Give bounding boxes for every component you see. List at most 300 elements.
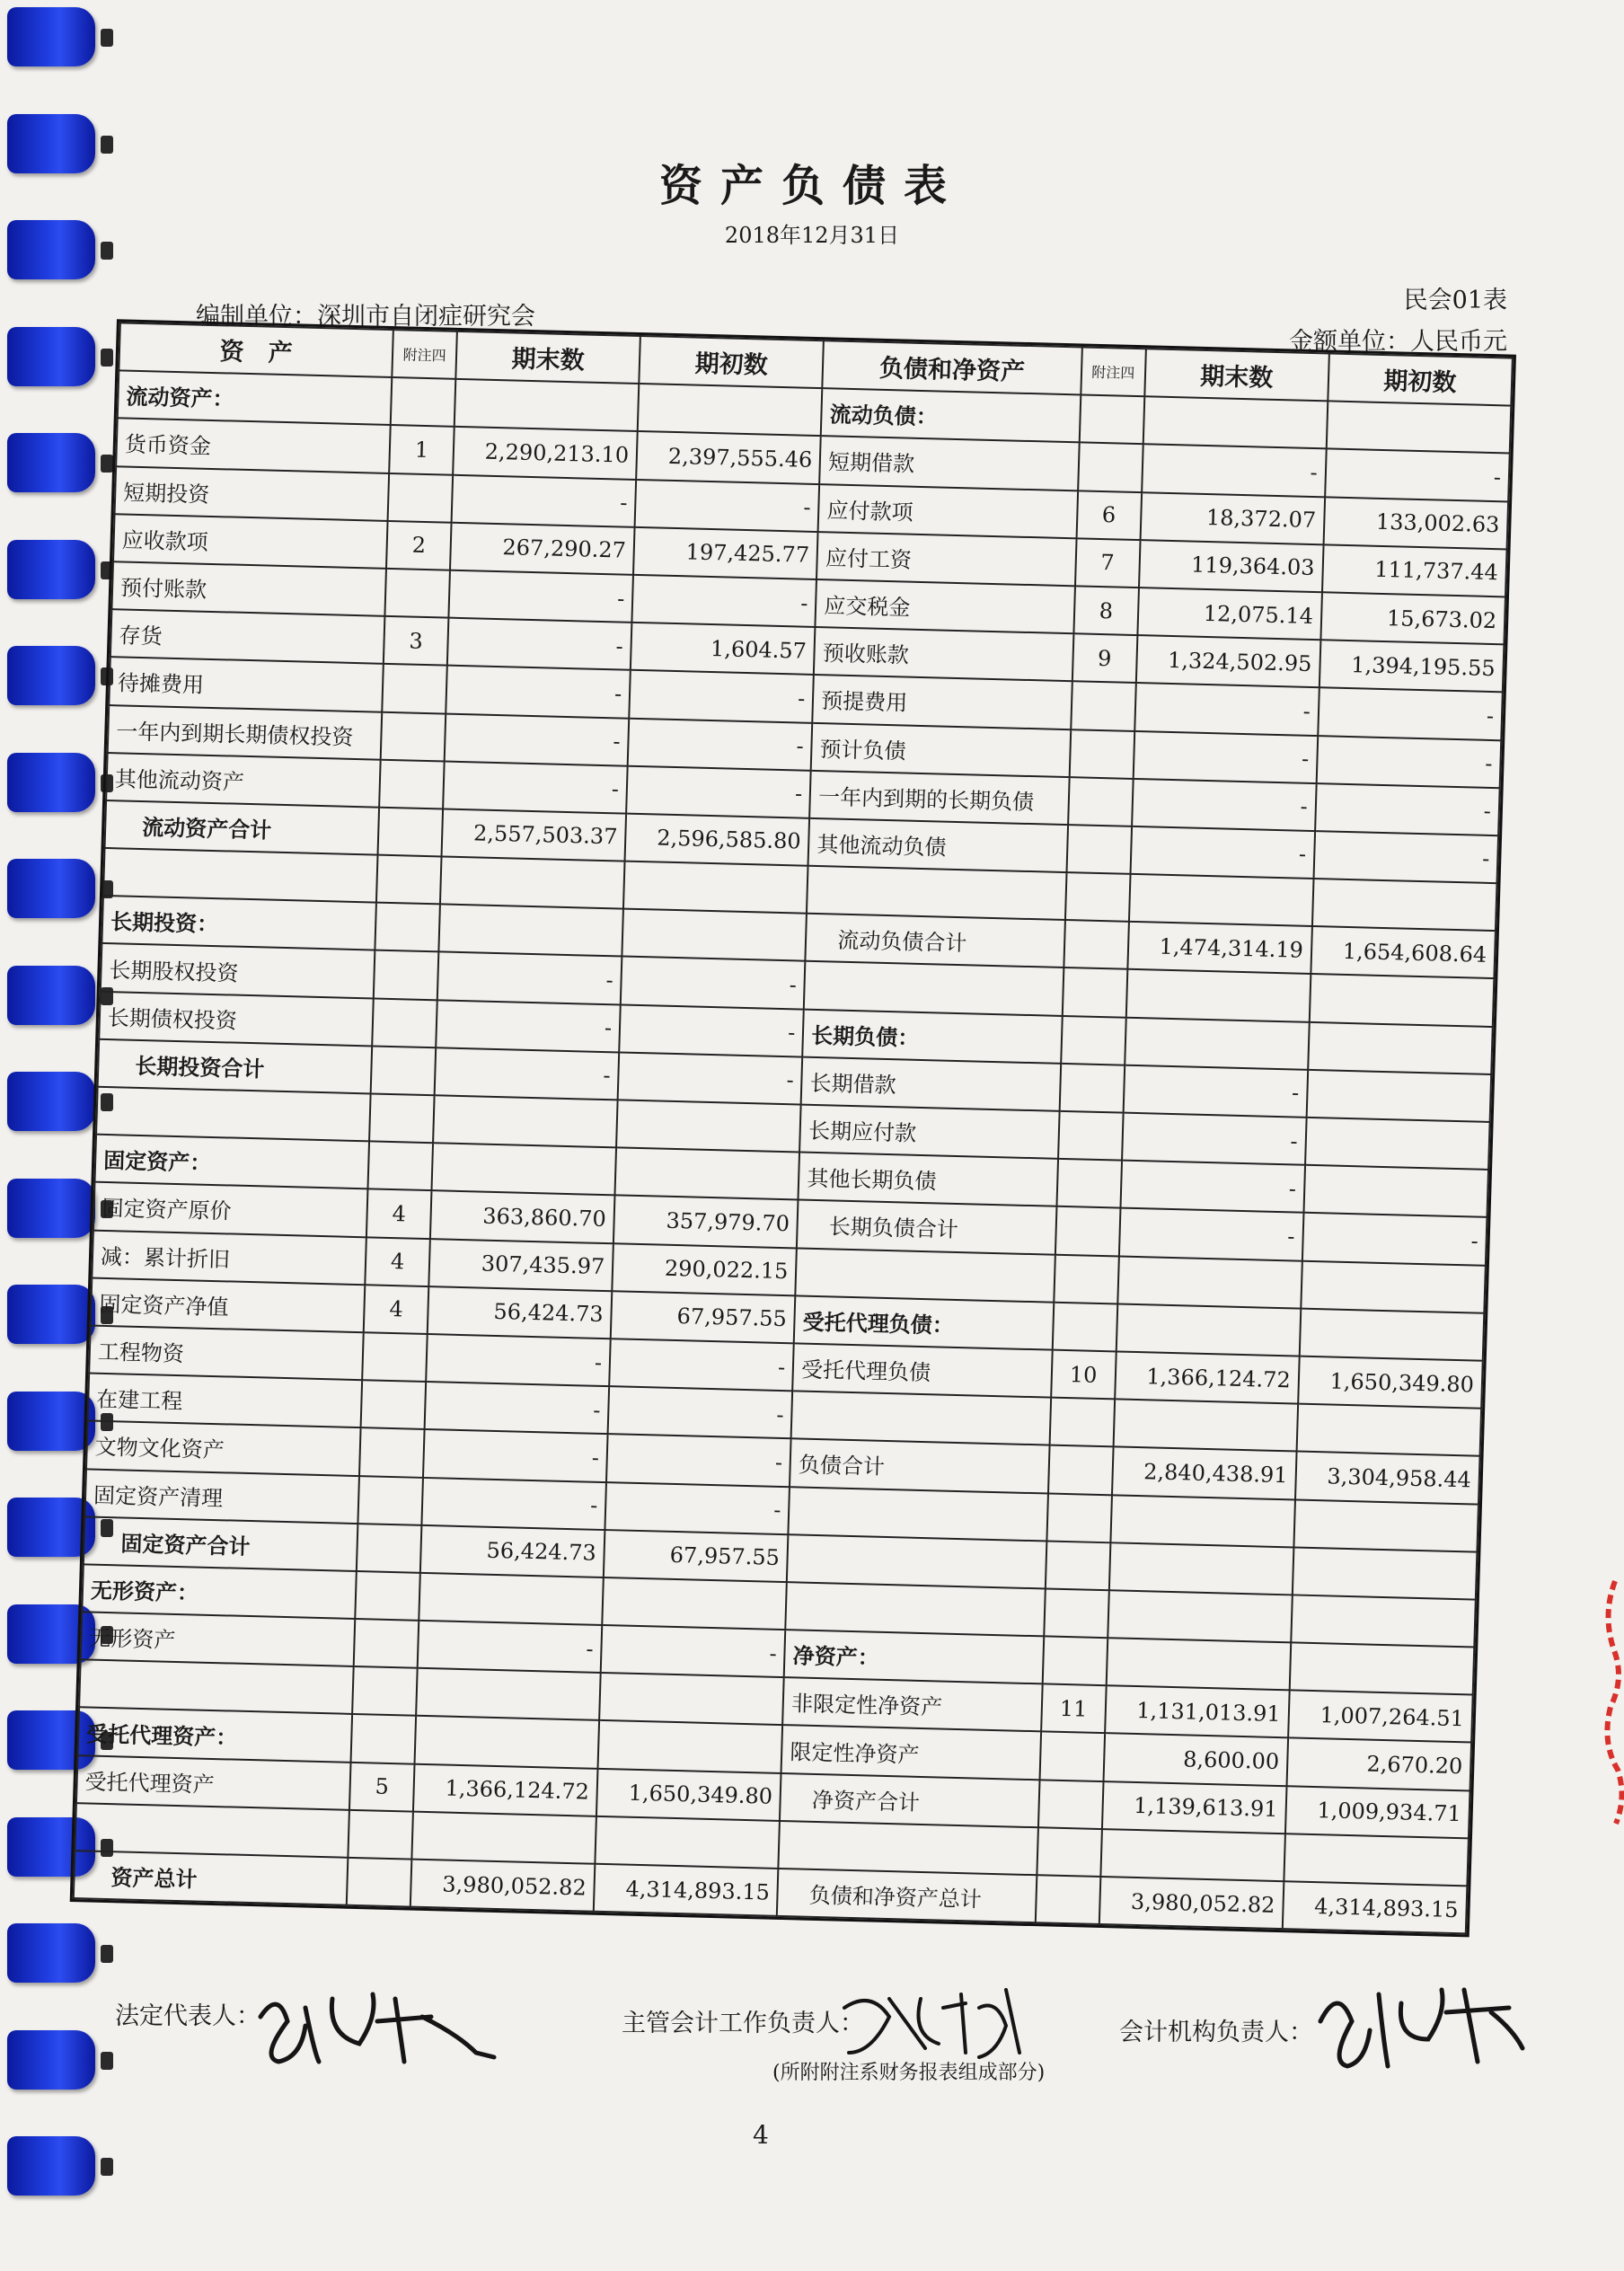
- liab-end: -: [1133, 730, 1318, 782]
- binding-coil: [7, 1072, 95, 1131]
- liab-label: [779, 1821, 1038, 1875]
- asset-note: [369, 1093, 434, 1143]
- asset-note: [354, 1619, 419, 1668]
- liab-note: [1054, 1254, 1118, 1303]
- liab-note: 6: [1076, 490, 1141, 540]
- liab-begin: 3,304,958.44: [1295, 1452, 1480, 1504]
- liab-label: 非限定性净资产: [782, 1677, 1042, 1731]
- binding-coil: [7, 433, 95, 492]
- liab-end: -: [1120, 1161, 1305, 1213]
- asset-begin: -: [629, 670, 814, 722]
- asset-label: [103, 848, 378, 903]
- liab-note: [1042, 1636, 1107, 1685]
- spiral-binding: [0, 0, 99, 2271]
- col-begin: 期初数: [639, 336, 824, 388]
- binding-coil: [7, 1285, 95, 1344]
- asset-begin: [598, 1720, 783, 1772]
- asset-note: [368, 1142, 433, 1191]
- asset-label: 减：累计折旧: [92, 1230, 366, 1285]
- liab-label: 长期借款: [801, 1056, 1061, 1110]
- liab-begin: [1289, 1642, 1474, 1694]
- asset-end: [431, 1143, 616, 1195]
- liab-note: [1056, 1159, 1121, 1208]
- asset-begin: -: [618, 1052, 803, 1104]
- asset-end: -: [437, 952, 622, 1004]
- asset-begin: -: [601, 1625, 786, 1677]
- asset-begin: [615, 1148, 800, 1200]
- asset-end: -: [435, 1047, 620, 1100]
- asset-begin: 67,957.55: [604, 1530, 789, 1582]
- liab-note: [1063, 968, 1127, 1017]
- asset-label: [96, 1087, 371, 1142]
- liab-note: [1059, 1064, 1124, 1113]
- liab-label: [791, 1391, 1051, 1445]
- asset-label: 资产总计: [74, 1851, 349, 1905]
- asset-begin: -: [628, 718, 813, 770]
- asset-end: [416, 1668, 601, 1720]
- liab-end: 2,840,438.91: [1112, 1447, 1297, 1499]
- asset-end: 2,290,213.10: [453, 427, 638, 479]
- col-note2: 附注四: [1081, 347, 1145, 396]
- liab-begin: [1305, 1118, 1490, 1170]
- asset-end: 3,980,052.82: [410, 1860, 596, 1912]
- liab-end: 3,980,052.82: [1099, 1877, 1284, 1929]
- asset-begin: [599, 1673, 784, 1725]
- liab-note: 9: [1072, 633, 1137, 683]
- liab-begin: 15,673.02: [1320, 592, 1505, 644]
- liab-end: -: [1134, 683, 1320, 735]
- liab-note: [1046, 1493, 1111, 1542]
- asset-end: -: [443, 761, 628, 813]
- asset-note: [357, 1524, 421, 1573]
- liab-label: 受托代理负债: [792, 1343, 1052, 1397]
- liab-label: [787, 1534, 1046, 1588]
- liab-begin: [1303, 1165, 1488, 1217]
- binding-coil: [7, 753, 95, 812]
- asset-end: [438, 905, 623, 957]
- liab-note: [1064, 920, 1128, 969]
- asset-note: [378, 808, 443, 857]
- asset-note: [388, 473, 453, 523]
- liab-label: 应交税金: [816, 579, 1075, 633]
- asset-end: 307,435.97: [428, 1239, 613, 1291]
- asset-end: -: [421, 1477, 606, 1529]
- asset-label: 固定资产净值: [91, 1277, 366, 1332]
- binding-hole: [101, 349, 113, 367]
- asset-begin: -: [621, 957, 806, 1009]
- asset-label: 固定资产：: [94, 1135, 369, 1189]
- asset-end: -: [418, 1621, 603, 1673]
- acct-head-signature: [835, 1981, 1042, 2062]
- liab-label: 预收账款: [814, 627, 1073, 681]
- page-title: 资产负债表: [658, 161, 965, 211]
- liab-note: [1071, 682, 1135, 731]
- asset-note: [355, 1571, 419, 1621]
- liab-begin: 1,007,264.51: [1288, 1691, 1473, 1743]
- asset-note: [372, 998, 437, 1047]
- asset-label: 存货: [110, 609, 385, 664]
- asset-end: [455, 379, 640, 431]
- asset-begin: -: [635, 479, 820, 531]
- liab-label: [789, 1487, 1048, 1541]
- liab-label: 流动负债合计: [806, 914, 1065, 968]
- asset-label: 工程物资: [89, 1325, 364, 1380]
- asset-begin: -: [626, 765, 811, 817]
- liab-note: [1055, 1206, 1120, 1256]
- liab-end: [1110, 1495, 1295, 1547]
- asset-begin: [596, 1816, 781, 1869]
- liab-begin: [1310, 974, 1495, 1026]
- liab-label: 应付工资: [816, 532, 1076, 586]
- binding-coil: [7, 540, 95, 599]
- liab-label: 其他长期负债: [799, 1153, 1058, 1206]
- acct-head-label: 主管会计工作负责人：: [622, 2010, 864, 2037]
- asset-note: [385, 569, 450, 618]
- asset-label: 长期债权投资: [99, 991, 374, 1046]
- asset-note: [376, 855, 441, 905]
- liab-end: 119,364.03: [1139, 540, 1324, 592]
- binding-hole: [101, 2158, 113, 2176]
- asset-begin: 67,957.55: [611, 1291, 796, 1343]
- asset-label: 在建工程: [88, 1374, 363, 1428]
- liab-end: [1129, 874, 1314, 926]
- asset-note: 2: [386, 521, 451, 570]
- asset-begin: -: [632, 575, 817, 627]
- asset-begin: -: [609, 1339, 794, 1391]
- liab-label: 长期负债合计: [797, 1200, 1056, 1254]
- asset-end: 363,860.70: [430, 1191, 615, 1243]
- asset-label: 固定资产清理: [84, 1469, 359, 1524]
- asset-end: -: [425, 1382, 610, 1434]
- asset-end: 56,424.73: [428, 1286, 613, 1339]
- asset-begin: 4,314,893.15: [594, 1864, 779, 1916]
- asset-begin: 1,604.57: [631, 623, 816, 675]
- asset-label: 流动资产合计: [105, 800, 380, 855]
- liab-end: 18,372.07: [1140, 492, 1325, 544]
- asset-end: -: [436, 1000, 621, 1052]
- liab-note: [1065, 872, 1130, 922]
- liab-begin: -: [1302, 1213, 1487, 1265]
- acct-org-label: 会计机构负责人：: [1119, 2019, 1313, 2046]
- liab-label: 一年内到期的长期负债: [809, 771, 1069, 825]
- liab-label: [807, 866, 1066, 920]
- liab-note: [1044, 1588, 1108, 1638]
- col-end: 期末数: [455, 331, 640, 384]
- asset-label: 待摊费用: [109, 657, 384, 711]
- liab-label: 长期负债：: [802, 1009, 1062, 1063]
- asset-begin: -: [619, 1004, 804, 1056]
- binding-coil: [7, 7, 95, 66]
- asset-begin: 290,022.15: [612, 1243, 797, 1295]
- asset-note: [352, 1666, 417, 1716]
- form-code: 民会01表: [1403, 287, 1507, 314]
- asset-label: [79, 1660, 354, 1715]
- liab-end: -: [1123, 1065, 1308, 1117]
- liab-note: [1036, 1875, 1100, 1924]
- liab-begin: -: [1325, 449, 1510, 501]
- binding-hole: [101, 1945, 113, 1963]
- liab-note: [1080, 395, 1144, 445]
- asset-note: [362, 1332, 427, 1382]
- liab-begin: -: [1318, 687, 1503, 739]
- asset-label: [75, 1803, 349, 1858]
- liab-label: 流动负债：: [821, 388, 1081, 442]
- asset-label: 一年内到期长期债权投资: [108, 705, 383, 760]
- liab-note: [1068, 777, 1133, 826]
- asset-begin: [622, 909, 808, 961]
- acct-org-signature: [1302, 1976, 1536, 2075]
- asset-begin: [623, 862, 808, 914]
- liab-begin: [1284, 1834, 1469, 1886]
- asset-end: 56,424.73: [420, 1525, 605, 1577]
- preparing-org: 编制单位：深圳市自闭症研究会: [196, 303, 535, 331]
- liab-label: 负债和净资产总计: [777, 1869, 1037, 1922]
- asset-label: 应收款项: [113, 514, 388, 569]
- liab-begin: [1291, 1595, 1476, 1647]
- liab-end: 12,075.14: [1137, 588, 1322, 640]
- asset-begin: 1,650,349.80: [596, 1768, 781, 1820]
- asset-end: 1,366,124.72: [413, 1763, 598, 1816]
- asset-note: 4: [365, 1237, 429, 1286]
- liab-end: [1143, 396, 1328, 448]
- liab-note: 10: [1051, 1350, 1116, 1400]
- asset-label: 其他流动资产: [106, 753, 381, 808]
- col-begin2: 期初数: [1328, 353, 1513, 405]
- liab-begin: [1308, 1022, 1493, 1074]
- liab-end: 8,600.00: [1103, 1734, 1288, 1786]
- liab-end: [1106, 1638, 1291, 1690]
- asset-label: 长期股权投资: [101, 943, 375, 998]
- asset-begin: [602, 1577, 787, 1630]
- asset-begin: 197,425.77: [633, 527, 818, 579]
- liab-end: -: [1142, 445, 1327, 497]
- liab-begin: [1301, 1260, 1486, 1312]
- liab-begin: 4,314,893.15: [1283, 1881, 1468, 1933]
- asset-label: 流动资产：: [118, 371, 393, 426]
- liab-note: [1061, 1016, 1125, 1065]
- liab-begin: [1306, 1070, 1491, 1122]
- liab-note: [1048, 1445, 1113, 1495]
- asset-end: -: [426, 1334, 611, 1386]
- asset-begin: [616, 1100, 801, 1152]
- asset-label: 文物文化资产: [86, 1421, 361, 1476]
- col-note: 附注四: [392, 330, 456, 379]
- asset-label: 短期投资: [115, 466, 390, 521]
- asset-label: 无形资产：: [82, 1564, 357, 1619]
- liab-end: [1125, 1017, 1310, 1069]
- liab-end: [1113, 1400, 1298, 1452]
- asset-end: -: [423, 1429, 608, 1481]
- asset-end: -: [452, 474, 637, 526]
- liab-begin: 2,670.20: [1286, 1738, 1471, 1790]
- binding-coil: [7, 2136, 95, 2196]
- liab-note: [1039, 1732, 1104, 1781]
- liab-end: 1,131,013.91: [1105, 1685, 1290, 1737]
- col-asset: 资 产: [119, 323, 393, 377]
- liab-label: 净资产合计: [780, 1773, 1039, 1827]
- liab-label: [804, 961, 1064, 1015]
- liab-end: 1,324,502.95: [1135, 635, 1320, 687]
- page-number: 4: [753, 2120, 769, 2150]
- asset-end: [415, 1716, 600, 1768]
- liab-label: 负债合计: [790, 1439, 1049, 1493]
- liab-begin: [1293, 1547, 1478, 1599]
- liab-note: [1053, 1302, 1117, 1351]
- liab-note: [1038, 1780, 1103, 1829]
- currency-unit: 金额单位：人民币元: [1289, 328, 1507, 356]
- liab-label: 受托代理负债：: [794, 1295, 1054, 1349]
- liab-end: -: [1119, 1208, 1304, 1260]
- liab-end: [1100, 1829, 1285, 1881]
- liab-end: [1117, 1256, 1302, 1308]
- liab-begin: 111,737.44: [1322, 544, 1507, 596]
- asset-note: [382, 664, 446, 713]
- asset-note: [351, 1714, 416, 1763]
- liab-end: -: [1130, 826, 1315, 879]
- liab-note: [1069, 729, 1134, 779]
- liab-begin: [1293, 1499, 1478, 1551]
- asset-label: 长期投资合计: [98, 1039, 373, 1094]
- binding-hole: [101, 455, 113, 473]
- liab-begin: 1,650,349.80: [1298, 1356, 1483, 1409]
- asset-begin: 2,397,555.46: [636, 431, 821, 483]
- liab-label: 净资产：: [784, 1630, 1044, 1683]
- asset-label: 无形资产: [81, 1612, 356, 1666]
- liab-note: 7: [1075, 538, 1140, 588]
- col-end2: 期末数: [1144, 349, 1329, 401]
- asset-note: 4: [364, 1285, 428, 1334]
- red-seal-edge: [1588, 1563, 1624, 1833]
- asset-note: [375, 903, 440, 952]
- liab-begin: [1296, 1404, 1481, 1456]
- asset-label: 固定资产合计: [84, 1516, 358, 1571]
- asset-note: [349, 1810, 413, 1860]
- asset-label: 固定资产原价: [93, 1182, 368, 1237]
- liab-begin: [1312, 879, 1497, 931]
- liab-note: 11: [1041, 1684, 1106, 1734]
- asset-label: 预付账款: [111, 561, 386, 616]
- liab-note: [1078, 443, 1143, 492]
- liab-end: 1,474,314.19: [1127, 922, 1312, 974]
- asset-note: [371, 1046, 436, 1095]
- asset-end: [440, 856, 625, 908]
- liab-end: 1,366,124.72: [1115, 1351, 1300, 1403]
- asset-note: 3: [384, 616, 448, 666]
- binding-coil: [7, 1923, 95, 1983]
- liab-note: 8: [1073, 586, 1138, 635]
- binding-coil: [7, 2030, 95, 2090]
- asset-note: 4: [366, 1189, 431, 1239]
- asset-begin: 2,596,585.80: [625, 814, 810, 866]
- asset-end: 2,557,503.37: [442, 809, 627, 861]
- liab-label: 短期借款: [819, 437, 1079, 490]
- asset-label: 货币资金: [116, 419, 391, 473]
- binding-coil: [7, 646, 95, 705]
- liab-label: 应付款项: [818, 484, 1078, 538]
- asset-label: 受托代理资产：: [78, 1708, 353, 1763]
- footnote: (所附附注系财务报表组成部分): [772, 2062, 1046, 2084]
- col-liab: 负债和净资产: [823, 340, 1082, 394]
- liab-note: [1066, 825, 1131, 874]
- asset-label: 长期投资：: [102, 896, 376, 950]
- asset-note: [358, 1476, 423, 1525]
- asset-begin: 357,979.70: [613, 1196, 799, 1248]
- liab-begin: -: [1313, 831, 1498, 883]
- legal-rep-signature: [243, 1981, 521, 2071]
- asset-note: [347, 1858, 411, 1907]
- asset-end: [419, 1573, 604, 1625]
- liab-label: 预计负债: [811, 722, 1071, 776]
- asset-end: [411, 1811, 596, 1863]
- asset-end: 267,290.27: [450, 522, 635, 574]
- asset-note: [361, 1380, 426, 1429]
- asset-begin: [638, 384, 823, 436]
- asset-note: [359, 1427, 424, 1477]
- asset-begin: -: [608, 1386, 793, 1438]
- asset-end: [433, 1095, 618, 1147]
- liab-note: [1037, 1827, 1101, 1877]
- liab-end: 1,139,613.91: [1102, 1781, 1287, 1834]
- binding-coil: [7, 859, 95, 918]
- liab-label: 限定性净资产: [781, 1725, 1041, 1779]
- liab-label: 预提费用: [813, 675, 1072, 729]
- asset-note: [391, 377, 455, 427]
- binding-coil: [7, 1179, 95, 1238]
- binding-hole: [101, 2052, 113, 2070]
- asset-end: -: [445, 713, 630, 765]
- binding-coil: [7, 1392, 95, 1451]
- liab-note: [1058, 1111, 1123, 1161]
- binding-hole: [101, 29, 113, 47]
- liab-end: [1125, 969, 1311, 1021]
- asset-label: 受托代理资产: [76, 1755, 351, 1810]
- legal-rep-label: 法定代表人：: [115, 2002, 260, 2030]
- liab-begin: 1,009,934.71: [1285, 1786, 1470, 1838]
- asset-note: [374, 950, 438, 1000]
- liab-label: [796, 1248, 1055, 1302]
- liab-label: 其他流动负债: [808, 818, 1068, 872]
- liab-end: [1108, 1590, 1293, 1642]
- asset-end: -: [446, 666, 631, 718]
- asset-begin: -: [606, 1434, 791, 1486]
- liab-begin: 1,654,608.64: [1311, 926, 1496, 978]
- liab-end: [1116, 1303, 1301, 1356]
- liab-begin: 133,002.63: [1323, 497, 1508, 549]
- asset-note: [381, 711, 446, 761]
- asset-end: -: [448, 570, 633, 623]
- liab-begin: [1327, 402, 1512, 454]
- liab-begin: -: [1315, 783, 1500, 835]
- asset-note: [379, 759, 444, 809]
- asset-end: -: [447, 618, 632, 670]
- asset-note: 5: [349, 1763, 414, 1812]
- liab-label: [786, 1582, 1046, 1636]
- liab-begin: 1,394,195.55: [1320, 640, 1505, 692]
- liab-end: [1108, 1542, 1293, 1595]
- asset-begin: -: [605, 1482, 790, 1534]
- liab-note: [1049, 1398, 1114, 1447]
- liab-begin: -: [1316, 736, 1501, 788]
- liab-note: [1046, 1541, 1110, 1590]
- liab-end: -: [1122, 1113, 1307, 1165]
- binding-coil: [7, 327, 95, 386]
- liab-label: 长期应付款: [799, 1105, 1059, 1159]
- liab-begin: [1300, 1308, 1485, 1360]
- binding-coil: [7, 966, 95, 1025]
- report-date: 2018年12月31日: [724, 223, 900, 248]
- balance-sheet-table: [70, 319, 1516, 1937]
- asset-note: 1: [389, 425, 454, 474]
